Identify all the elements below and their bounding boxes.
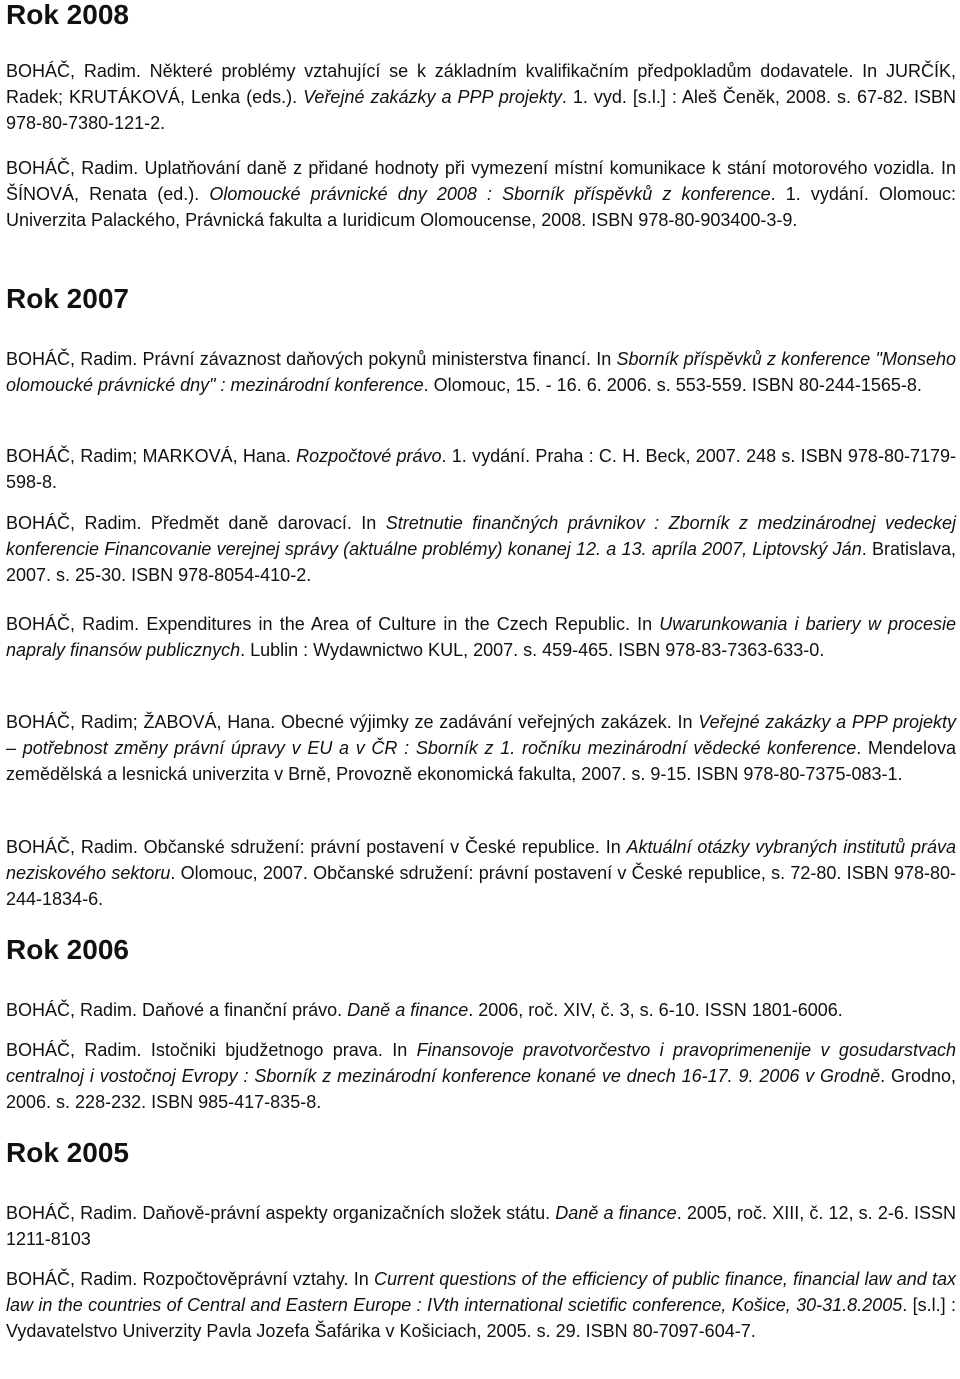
entry-text: . 2006, roč. XIV, č. 3, s. 6-10. ISSN 1801-6006. xyxy=(468,1000,843,1020)
entry-title: Aktuální otázky vybraných institutů práva neziskového sektoru xyxy=(6,837,956,883)
year-heading: Rok 2006 xyxy=(6,934,129,965)
entry-text: BOHÁČ, Radim; MARKOVÁ, Hana. xyxy=(6,446,297,466)
entry-text: . Olomouc, 15. - 16. 6. 2006. s. 553-559. ISBN 80-244-1565-8. xyxy=(423,375,922,395)
bibliography-entry xyxy=(6,997,956,1023)
entry-title: Veřejné zakázky a PPP projekty xyxy=(303,87,562,107)
entry-text: BOHÁČ, Radim. Expenditures in the Area of Culture in the Czech Republic. In xyxy=(6,614,660,634)
entry-text: . 1. vydání. Praha : C. H. Beck, 2007. 248 s. ISBN 978-80-7179-598-8. xyxy=(6,446,956,492)
bibliography-entry xyxy=(6,709,956,787)
entry-text: . 1. vydání. Olomouc: Univerzita Palackého, Právnická fakulta a Iuridicum Olomoucense, 2008. ISBN 978-80-903400-3-9. xyxy=(6,184,957,230)
year-heading: Rok 2007 xyxy=(6,283,129,314)
bibliography-entry xyxy=(6,611,956,663)
entry-title: Rozpočtové právo xyxy=(296,446,442,466)
entry-text: BOHÁČ, Radim; ŽABOVÁ, Hana. Obecné výjimky ze zadávání veřejných zakázek. In xyxy=(6,712,699,732)
entry-text: BOHÁČ, Radim. Istočniki bjudžetnogo prava. In xyxy=(6,1040,417,1060)
bibliography-entry xyxy=(6,834,956,912)
entry-text: BOHÁČ, Radim. Daňové a finanční právo. xyxy=(6,1000,348,1020)
entry-text: BOHÁČ, Radim. Uplatňování daně z přidané hodnoty při vymezení místní komunikace k stání motorového vozidla. In ŠÍNOVÁ, Renata (ed.). xyxy=(6,158,956,204)
entry-title: Stretnutie finančných právnikov : Zborník z medzinárodnej vedeckej konferencie Financovanie verejnej správy (aktuálne problémy) konanej 12. a 13. apríla 2007, Liptovský Ján xyxy=(6,513,957,559)
bibliography-entry xyxy=(6,1200,956,1252)
entry-title: Current questions of the efficiency of public finance, financial law and tax law in the countries of Central and Eastern Europe : IVth international scietific conference, Košice, 30-31.8.2005 xyxy=(6,1269,956,1315)
entry-text: . 2005, roč. XIII, č. 12, s. 2-6. ISSN 1211-8103 xyxy=(6,1203,956,1249)
entry-text: BOHÁČ, Radim. Daňově-právní aspekty organizačních složek státu. xyxy=(6,1203,556,1223)
entry-text: . [s.l.] : Vydavatelstvo Univerzity Pavla Jozefa Šafárika v Košiciach, 2005. s. 29. ISBN 80-7097-604-7. xyxy=(6,1295,956,1341)
entry-title: Uwarunkowania i bariery w procesie napraly finansów publicznych xyxy=(6,614,957,660)
entry-title: Veřejné zakázky a PPP projekty – potřebnost změny právní úpravy v EU a v ČR : Sborník z 1. ročníku mezinárodní vědecké konference xyxy=(6,712,956,758)
bibliography-entry xyxy=(6,443,956,495)
entry-title: Daně a finance xyxy=(347,1000,469,1020)
entry-text: . Mendelova zemědělská a lesnická univerzita v Brně, Provozně ekonomická fakulta, 2007. s. 9-15. ISBN 978-80-7375-083-1. xyxy=(6,738,956,784)
bibliography-entry xyxy=(6,1037,956,1115)
entry-title: Sborník příspěvků z konference "Monseho olomoucké právnické dny" : mezinárodní konference xyxy=(6,349,956,395)
entry-text: . Grodno, 2006. s. 228-232. ISBN 985-417-835-8. xyxy=(6,1066,956,1112)
entry-text: BOHÁČ, Radim. Občanské sdružení: právní postavení v České republice. In xyxy=(6,837,627,857)
entry-text: . Bratislava, 2007. s. 25-30. ISBN 978-8054-410-2. xyxy=(6,539,956,585)
entry-text: . Olomouc, 2007. Občanské sdružení: právní postavení v České republice, s. 72-80. ISBN 978-80-244-1834-6. xyxy=(6,863,956,909)
entry-text: . Lublin : Wydawnictwo KUL, 2007. s. 459-465. ISBN 978-83-7363-633-0. xyxy=(240,640,825,660)
entry-title: Finansovoje pravotvorčestvo i pravoprimenenije v gosudarstvach centralnoj i vostočnoj Evropy : Sborník z mezinárodní konference konané ve dnech 16-17. 9. 2006 v Grodně xyxy=(6,1040,957,1086)
entry-text: BOHÁČ, Radim. Rozpočtověprávní vztahy. In xyxy=(6,1269,375,1289)
entry-text: BOHÁČ, Radim. Právní závaznost daňových pokynů ministerstva financí. In xyxy=(6,349,617,369)
entry-title: Daně a finance xyxy=(555,1203,677,1223)
entry-title: Olomoucké právnické dny 2008 : Sborník příspěvků z konference xyxy=(209,184,771,204)
year-heading: Rok 2005 xyxy=(6,1137,129,1168)
bibliography-entry xyxy=(6,1266,956,1344)
entry-text: BOHÁČ, Radim. Některé problémy vztahující se k základním kvalifikačním předpokladům dodavatele. In JURČÍK, Radek; KRUTÁKOVÁ, Lenka (eds.). xyxy=(6,61,956,107)
entry-text: . 1. vyd. [s.l.] : Aleš Čeněk, 2008. s. 67-82. ISBN 978-80-7380-121-2. xyxy=(6,87,956,133)
bibliography-entry xyxy=(6,346,956,398)
year-heading: Rok 2008 xyxy=(6,0,129,30)
bibliography-entry xyxy=(6,155,956,233)
bibliography-entry xyxy=(6,510,956,588)
entry-text: BOHÁČ, Radim. Předmět daně darovací. In xyxy=(6,513,386,533)
bibliography-entry xyxy=(6,58,956,136)
